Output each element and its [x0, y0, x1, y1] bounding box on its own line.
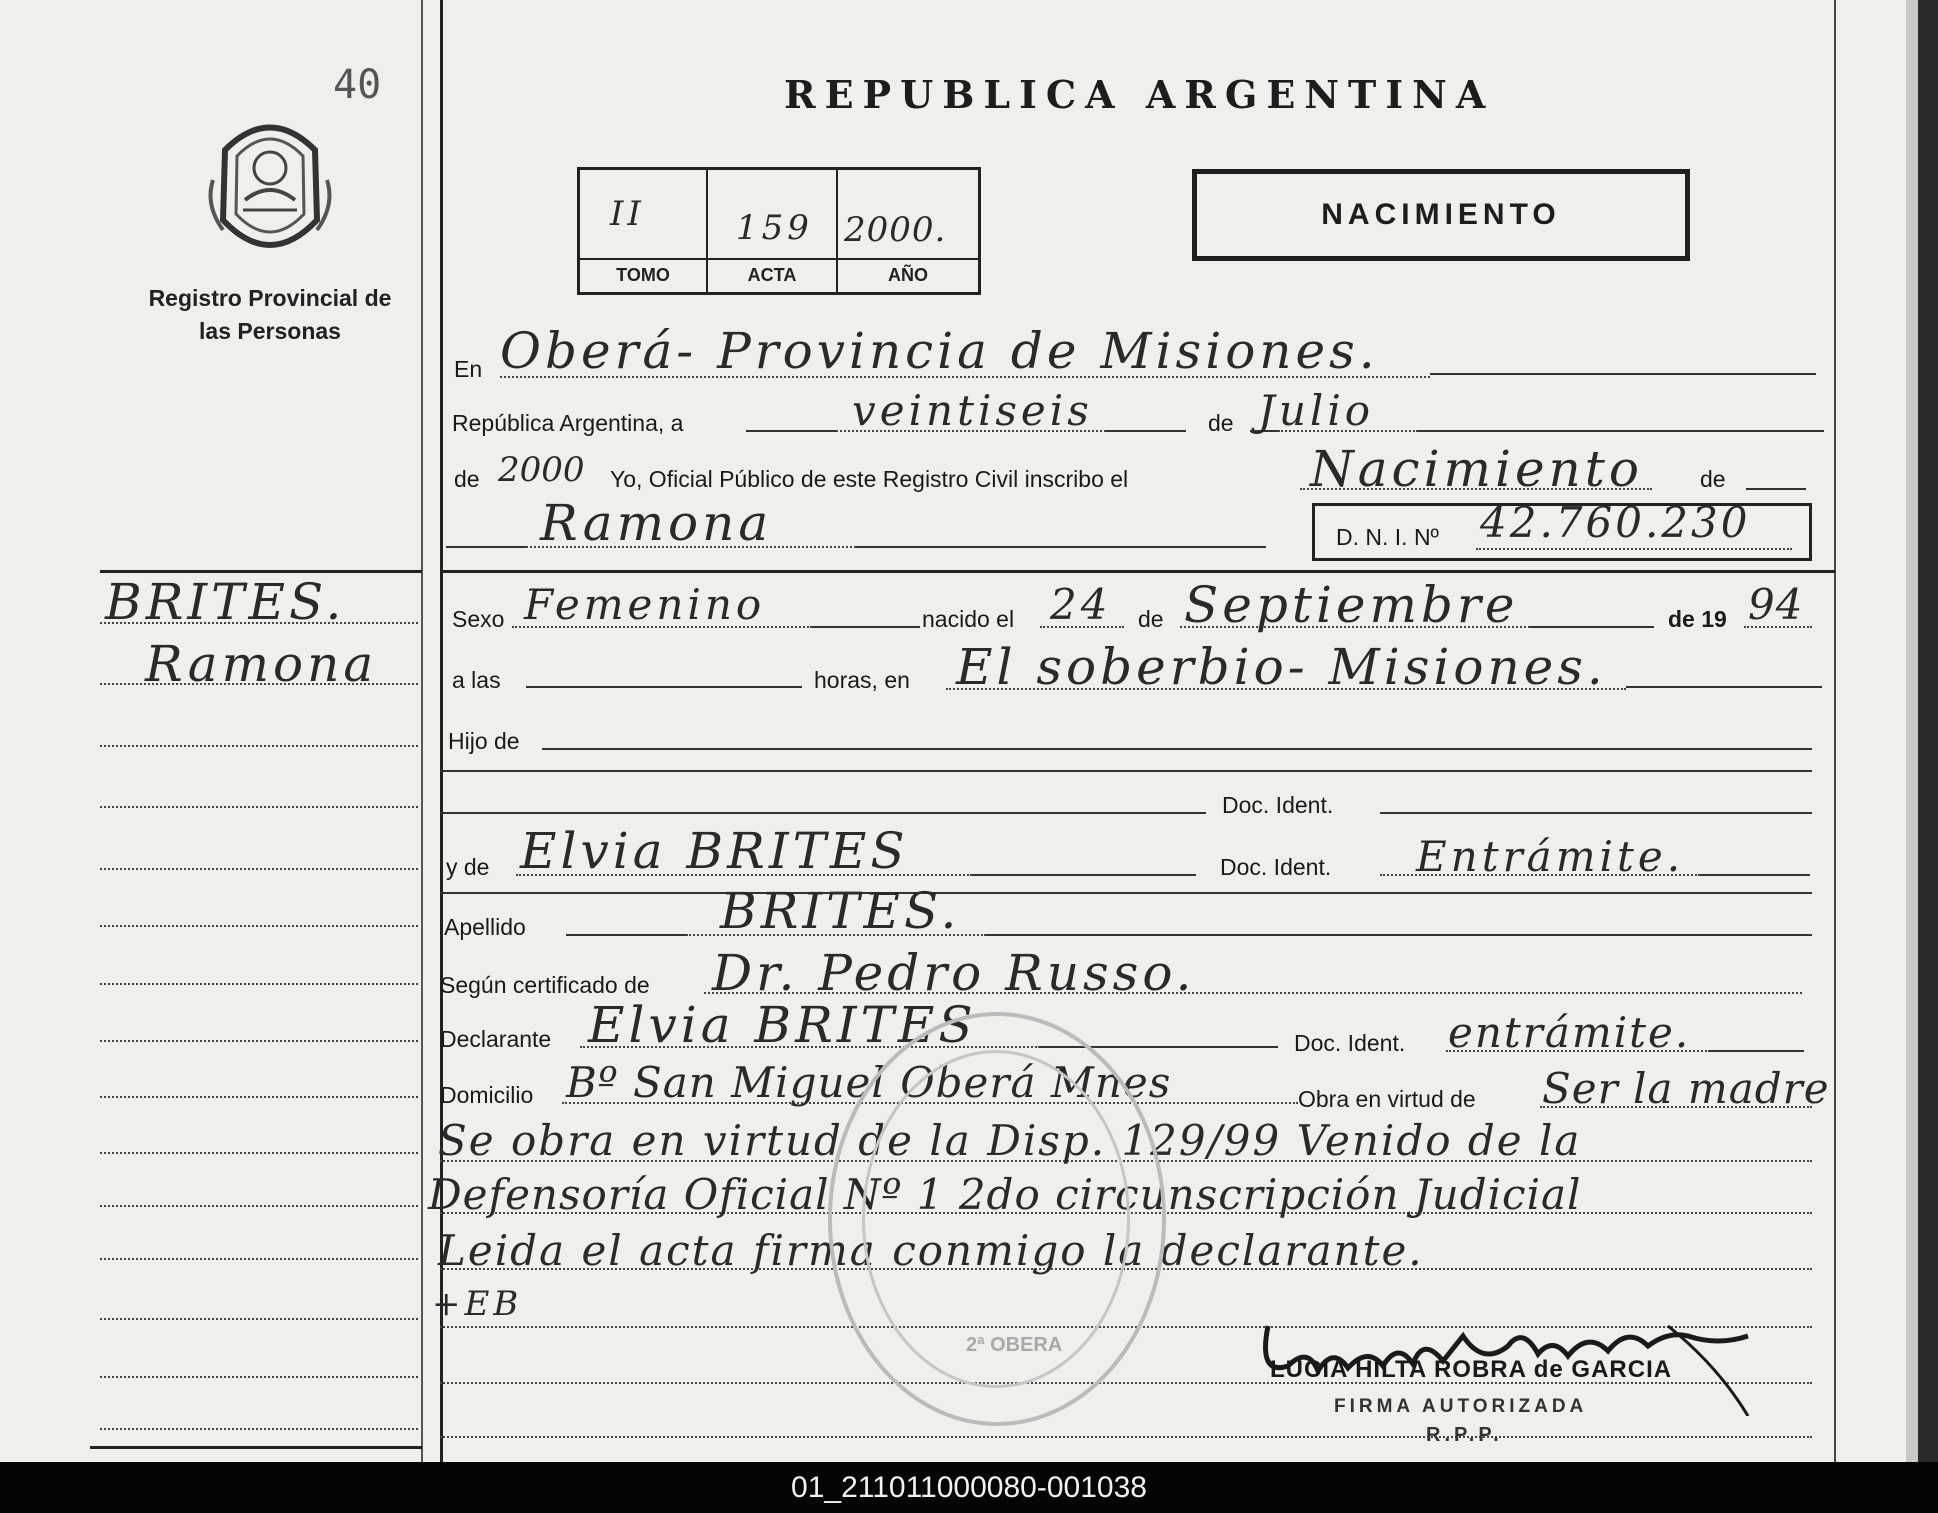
- line-apellido-b: [986, 934, 1812, 936]
- label-domicilio: Domicilio: [440, 1082, 534, 1108]
- margin-line: [100, 1152, 418, 1154]
- label-apellido: Apellido: [444, 914, 526, 940]
- margin-line: [100, 745, 418, 747]
- value-act: Nacimiento: [1310, 440, 1643, 498]
- stamp-text: 2ª OBERA: [966, 1334, 1063, 1356]
- value-apellido: BRITES.: [720, 882, 961, 940]
- value-mother: Elvia BRITES: [520, 822, 909, 880]
- line-hijo-2: [440, 770, 1812, 772]
- value-place: Oberá- Provincia de Misiones.: [500, 322, 1379, 380]
- label-republica: República Argentina, a: [452, 410, 684, 436]
- note-line-3: Leida el acta firma conmigo la declarante.: [438, 1226, 1424, 1275]
- label-doc-3: Doc. Ident.: [1294, 1030, 1406, 1056]
- note-line-2: Defensoría Oficial Nº 1 2do circunscripción Judicial: [428, 1170, 1582, 1219]
- label-oficial: Yo, Oficial Público de este Registro Civil inscribo el: [610, 466, 1129, 492]
- acta-label: ACTA: [747, 265, 797, 285]
- label-de-name: de: [1700, 466, 1726, 492]
- line-birth-place-b: [1626, 686, 1822, 688]
- signatory-role: FIRMA AUTORIZADA: [1334, 1396, 1588, 1417]
- margin-surname: BRITES.: [105, 573, 346, 631]
- label-y-de: y de: [446, 854, 490, 880]
- label-dni: D. N. I. Nº: [1336, 524, 1439, 550]
- notes-line: [440, 1436, 1812, 1438]
- right-border: [1834, 0, 1836, 1462]
- provincial-seal-icon: [205, 110, 335, 260]
- value-doctor: Dr. Pedro Russo.: [712, 944, 1196, 1002]
- acta-value: 159: [736, 208, 813, 248]
- signatory-initials: R.P.P.: [1426, 1424, 1503, 1446]
- line-mother-b: [972, 874, 1196, 876]
- signatory-name: LUCIA HILTA ROBRA de GARCIA: [1270, 1356, 1673, 1383]
- label-de-year: de: [454, 466, 480, 492]
- scan-id-footer: 01_211011000080-001038: [0, 1462, 1938, 1513]
- value-month: Julio: [1258, 386, 1375, 435]
- ano-value: 2000.: [844, 210, 947, 250]
- value-year: 2000: [498, 450, 585, 490]
- margin-line: [100, 925, 418, 927]
- margin-bottom-rule: [90, 1446, 422, 1449]
- line-hijo: [542, 748, 1812, 750]
- label-segun: Según certificado de: [440, 972, 650, 998]
- line-name-a: [446, 546, 526, 548]
- value-name: Ramona: [540, 494, 773, 552]
- tomo-value: II: [610, 194, 645, 234]
- margin-line: [100, 1040, 418, 1042]
- label-de-month: de: [1208, 410, 1234, 436]
- margin-line: [100, 983, 418, 985]
- margin-line: [100, 806, 418, 808]
- line-doc-1: [1380, 812, 1812, 814]
- registry-name: Registro Provincial de las Personas: [148, 285, 392, 344]
- value-dni: 42.760.230: [1480, 498, 1751, 547]
- label-nacido: nacido el: [922, 606, 1015, 632]
- label-en: En: [454, 356, 483, 382]
- note-line-1: Se obra en virtud de la Disp. 129/99 Venido de la: [438, 1116, 1582, 1165]
- section-rule: [443, 570, 1835, 573]
- page-edge-shadow: [1918, 0, 1938, 1462]
- record-type-box: [1192, 169, 1690, 261]
- line-day-a: [746, 430, 836, 432]
- value-sexo: Femenino: [524, 580, 766, 629]
- label-declarante: Declarante: [440, 1026, 552, 1052]
- line-day-b: [1106, 430, 1186, 432]
- value-domicilio: Bº San Miguel Oberá Mnes: [566, 1058, 1172, 1107]
- ano-label: AÑO: [888, 265, 928, 285]
- line-hour: [526, 686, 802, 688]
- country-title: REPUBLICA ARGENTINA: [784, 72, 1495, 117]
- label-horas: horas, en: [814, 667, 910, 693]
- label-hijo: Hijo de: [448, 728, 520, 754]
- line-apellido-a: [566, 934, 686, 936]
- line-place-end: [1430, 373, 1816, 375]
- label-doc-1: Doc. Ident.: [1222, 792, 1334, 818]
- note-line-4: +EB: [432, 1284, 523, 1324]
- value-obra: Ser la madre: [1542, 1064, 1830, 1113]
- line-dni: [1476, 548, 1792, 550]
- value-day: veintiseis: [852, 386, 1093, 435]
- tomo-cell: [580, 170, 708, 292]
- margin-line: [100, 1258, 418, 1260]
- record-type-label: NACIMIENTO: [1321, 198, 1561, 231]
- label-obra: Obra en virtud de: [1298, 1086, 1476, 1112]
- label-sexo: Sexo: [452, 606, 505, 632]
- margin-line: [100, 1428, 418, 1430]
- value-birth-place: El soberbio- Misiones.: [956, 638, 1607, 696]
- line-sexo-b: [812, 626, 920, 628]
- margin-given-name: Ramona: [145, 635, 378, 693]
- line-declarante-doc-b: [1710, 1050, 1804, 1052]
- value-mother-doc: Entrámite.: [1416, 832, 1685, 881]
- label-doc-2: Doc. Ident.: [1220, 854, 1332, 880]
- acta-table: [577, 167, 981, 295]
- line-name-b: [856, 546, 1266, 548]
- ano-cell: [838, 170, 978, 292]
- line-birth-month-b: [1530, 626, 1654, 628]
- acta-cell: [708, 170, 838, 292]
- value-birth-month: Septiembre: [1184, 576, 1519, 634]
- margin-line: [100, 1205, 418, 1207]
- left-column-border-inner: [421, 0, 423, 1462]
- line-rule-2: [440, 892, 1812, 894]
- label-de-birth-month: de: [1138, 606, 1164, 632]
- margin-line: [100, 1376, 418, 1378]
- line-month-b: [1418, 430, 1824, 432]
- line-mother-doc-b: [1700, 874, 1810, 876]
- margin-line: [100, 1318, 418, 1320]
- value-birth-day: 24: [1050, 580, 1112, 629]
- value-declarante: Elvia BRITES: [588, 996, 977, 1054]
- label-de-19: de 19: [1668, 606, 1727, 632]
- label-a-las: a las: [452, 667, 501, 693]
- margin-line: [100, 868, 418, 870]
- page-number: 40: [333, 62, 382, 108]
- margin-line: [100, 1096, 418, 1098]
- line-de-name: [1746, 488, 1806, 490]
- line-father-name: [440, 812, 1206, 814]
- value-declarante-doc: entrámite.: [1448, 1008, 1691, 1057]
- value-birth-year: 94: [1748, 580, 1804, 629]
- tomo-label: TOMO: [616, 265, 670, 285]
